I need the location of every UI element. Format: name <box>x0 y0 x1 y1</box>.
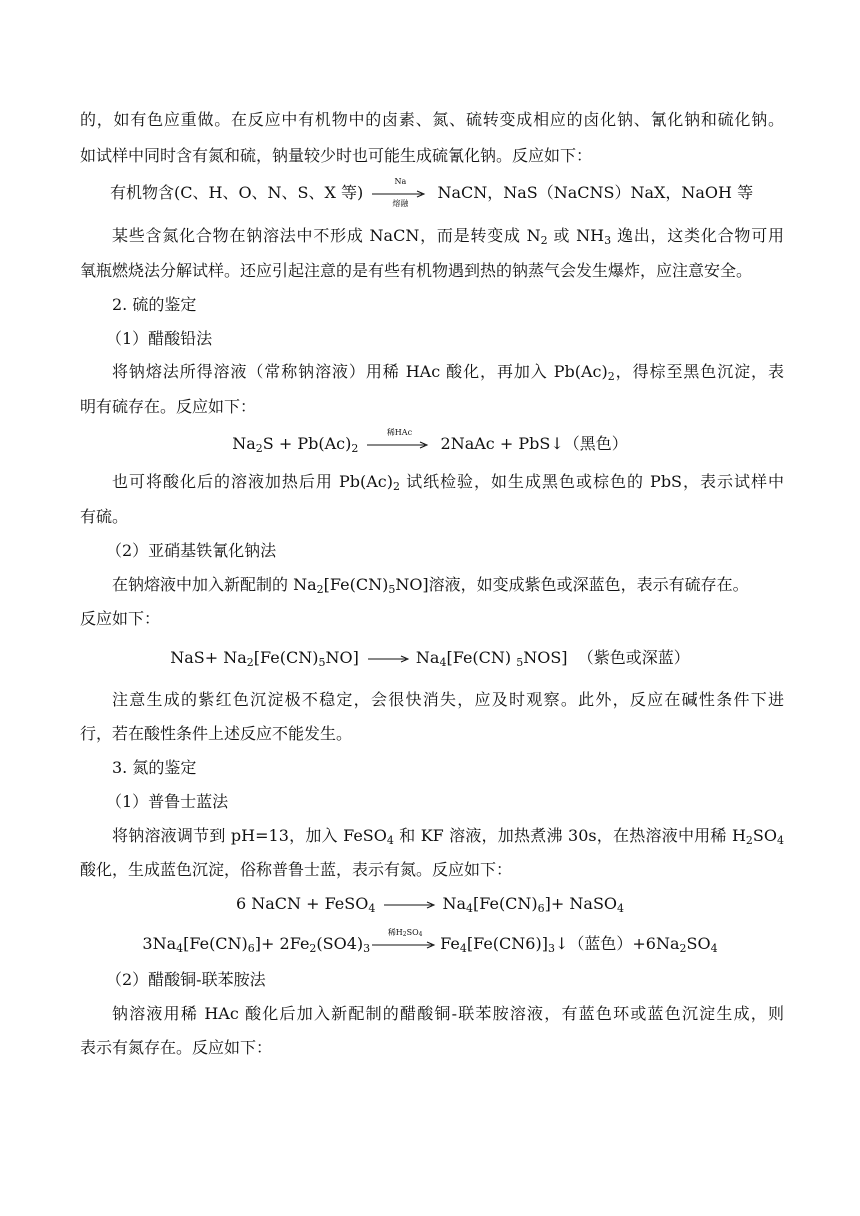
text-run: 试纸检验，如生成黑色或棕色的 PbS，表示试样中 <box>400 472 784 491</box>
text-run: 或 NH <box>547 226 605 245</box>
subscript: 5 <box>318 656 326 669</box>
subscript: 2 <box>402 930 407 938</box>
subscript: 4 <box>439 656 447 669</box>
arrow-label-above <box>372 928 438 937</box>
subscript: 3 <box>547 942 555 955</box>
text-run: 将钠溶液调节到 pH=13，加入 FeSO <box>112 826 387 845</box>
subscript: 6 <box>247 942 255 955</box>
subsection-heading: （1）普鲁士蓝法 <box>106 792 229 811</box>
equation-organic-fusion <box>110 176 790 208</box>
text-run: Na <box>232 434 256 453</box>
text-run: SO <box>686 934 711 953</box>
paragraph-line: 注意生成的紫红色沉淀极不稳定，会很快消失，应及时观察。此外，反应在碱性条件下进 <box>112 690 784 709</box>
paragraph-line: 酸化，生成蓝色沉淀，俗称普鲁士蓝，表示有氮。反应如下： <box>80 860 513 879</box>
subscript: 3 <box>363 942 371 955</box>
reaction-arrow <box>368 655 412 663</box>
text-run: NO] <box>325 648 359 667</box>
subscript: 4 <box>776 834 784 847</box>
text-run: ]+ 2Fe <box>254 934 310 953</box>
text-run: [Fe(CN6)] <box>466 934 548 953</box>
text-run: 2NaAc + PbS↓（黑色） <box>440 434 628 453</box>
text-run: 逸出，这类化合物可用 <box>611 226 784 245</box>
text-run: Fe <box>440 934 460 953</box>
text-run: Na <box>415 648 440 667</box>
paragraph-line: 钠溶液用稀 HAc 酸化后加入新配制的醋酸铜-联苯胺溶液，有蓝色环或蓝色沉淀生成，则 <box>112 1004 784 1023</box>
subscript: 2 <box>679 942 687 955</box>
arrow-icon <box>372 941 438 949</box>
subscript: 5 <box>516 656 524 669</box>
reaction-arrow <box>384 901 438 909</box>
subscript: 4 <box>466 902 473 915</box>
arrow-icon <box>372 190 428 198</box>
text-run: (SO4) <box>316 934 364 953</box>
text-run: NOS] <box>523 648 568 667</box>
subscript: 2 <box>745 834 753 847</box>
text-run: 也可将酸化后的溶液加热后用 Pb(Ac) <box>112 472 393 491</box>
arrow-icon <box>367 441 431 449</box>
text-run: [Fe(CN) <box>253 648 319 667</box>
equation-nitroprusside <box>0 648 860 668</box>
equation-prussian-blue <box>0 927 860 955</box>
text-run: 和 KF 溶液，加热煮沸 30s，在热溶液中用稀 H <box>393 826 746 845</box>
text-run: S + Pb(Ac) <box>262 434 352 453</box>
subscript: 4 <box>418 930 423 938</box>
paragraph-line <box>112 472 784 492</box>
equation-right: NaCN，NaS（NaCNS）NaX，NaOH 等 <box>437 183 754 202</box>
paragraph-line: 氧瓶燃烧法分解试样。还应引起注意的是有些有机物遇到热的钠蒸气会发生爆炸，应注意安全。 <box>80 261 753 280</box>
paragraph-line: 表示有氮存在。反应如下： <box>80 1038 273 1057</box>
text-run: ↓（蓝色）+6Na <box>554 934 680 953</box>
paragraph-line <box>112 362 784 382</box>
paragraph-line <box>112 575 784 595</box>
arrow-icon <box>368 655 412 663</box>
text-run: ，得棕至黑色沉淀，表 <box>614 362 784 381</box>
subsection-heading: （2）醋酸铜-联苯胺法 <box>106 970 266 989</box>
paragraph-line: 有硫。 <box>80 507 129 526</box>
arrow-icon <box>384 901 438 909</box>
subscript: 2 <box>393 480 400 493</box>
subsection-heading: （1）醋酸铅法 <box>106 329 213 348</box>
subscript: 2 <box>255 442 263 455</box>
subscript: 2 <box>316 583 324 596</box>
section-heading: 2. 硫的鉴定 <box>112 295 197 314</box>
text-run: ]+ NaSO <box>544 894 618 913</box>
text-run: 将钠熔法所得溶液（常称钠溶液）用稀 HAc 酸化，再加入 Pb(Ac) <box>112 362 608 381</box>
subscript: 5 <box>388 583 396 596</box>
subscript: 2 <box>246 656 254 669</box>
text-run: [Fe(CN) <box>183 934 248 953</box>
section-heading: 3. 氮的鉴定 <box>112 758 197 777</box>
subscript: 2 <box>351 442 359 455</box>
paragraph-line <box>112 226 784 246</box>
paragraph-line: 行，若在酸性条件上述反应不能发生。 <box>80 724 353 743</box>
arrow-label-above: Na <box>394 176 407 186</box>
text-run: [Fe(CN) <box>323 575 389 594</box>
text-run: NaS+ Na <box>170 648 247 667</box>
text-run: 某些含氮化合物在钠溶法中不形成 NaCN，而是转变成 N <box>112 226 541 245</box>
text-run: NO]溶液，如变成紫色或深蓝色，表示有硫存在。 <box>395 575 749 594</box>
equation-left: 有机物含(C、H、O、N、S、X 等) <box>110 183 364 202</box>
arrow-label-below: 熔融 <box>392 198 409 208</box>
text-run: 3Na <box>142 934 177 953</box>
text-run: SO <box>406 927 419 937</box>
paragraph-line: 如试样中同时含有氮和硫，钠量较少时也可能生成硫氰化钠。反应如下： <box>80 146 593 165</box>
paragraph-line: 反应如下： <box>80 609 161 628</box>
text-run: Na <box>442 894 466 913</box>
reaction-arrow <box>372 176 428 208</box>
text-run: （紫色或深蓝） <box>577 648 690 667</box>
subscript: 4 <box>710 942 718 955</box>
paragraph-line: 明有硫存在。反应如下： <box>80 397 257 416</box>
text-run: [Fe(CN) <box>473 894 538 913</box>
subscript: 6 <box>537 902 545 915</box>
subscript: 2 <box>540 234 548 247</box>
subscript: 4 <box>459 942 467 955</box>
text-run: 稀H <box>387 927 403 937</box>
subscript: 3 <box>604 234 612 247</box>
subsection-heading: （2）亚硝基铁氰化钠法 <box>106 541 277 560</box>
reaction-arrow <box>367 427 431 449</box>
paragraph-line <box>112 826 784 846</box>
subscript: 4 <box>176 942 184 955</box>
subscript: 4 <box>368 902 376 915</box>
text-run: SO <box>752 826 777 845</box>
paragraph-line: 的，如有色应重做。在反应中有机物中的卤素、氮、硫转变成相应的卤化钠、氰化钠和硫化钠。 <box>80 110 784 129</box>
equation-lead-acetate <box>0 427 860 455</box>
subscript: 2 <box>607 370 615 383</box>
arrow-label-above: 稀HAc <box>386 427 413 437</box>
reaction-arrow <box>372 927 438 949</box>
subscript: 2 <box>309 942 317 955</box>
subscript: 4 <box>386 834 394 847</box>
text-run: 6 NaCN + FeSO <box>235 894 369 913</box>
equation-ferrocyanide <box>0 894 860 914</box>
subscript: 4 <box>617 902 625 915</box>
text-run: 在钠熔液中加入新配制的 Na <box>112 575 317 594</box>
text-run: [Fe(CN) <box>446 648 517 667</box>
